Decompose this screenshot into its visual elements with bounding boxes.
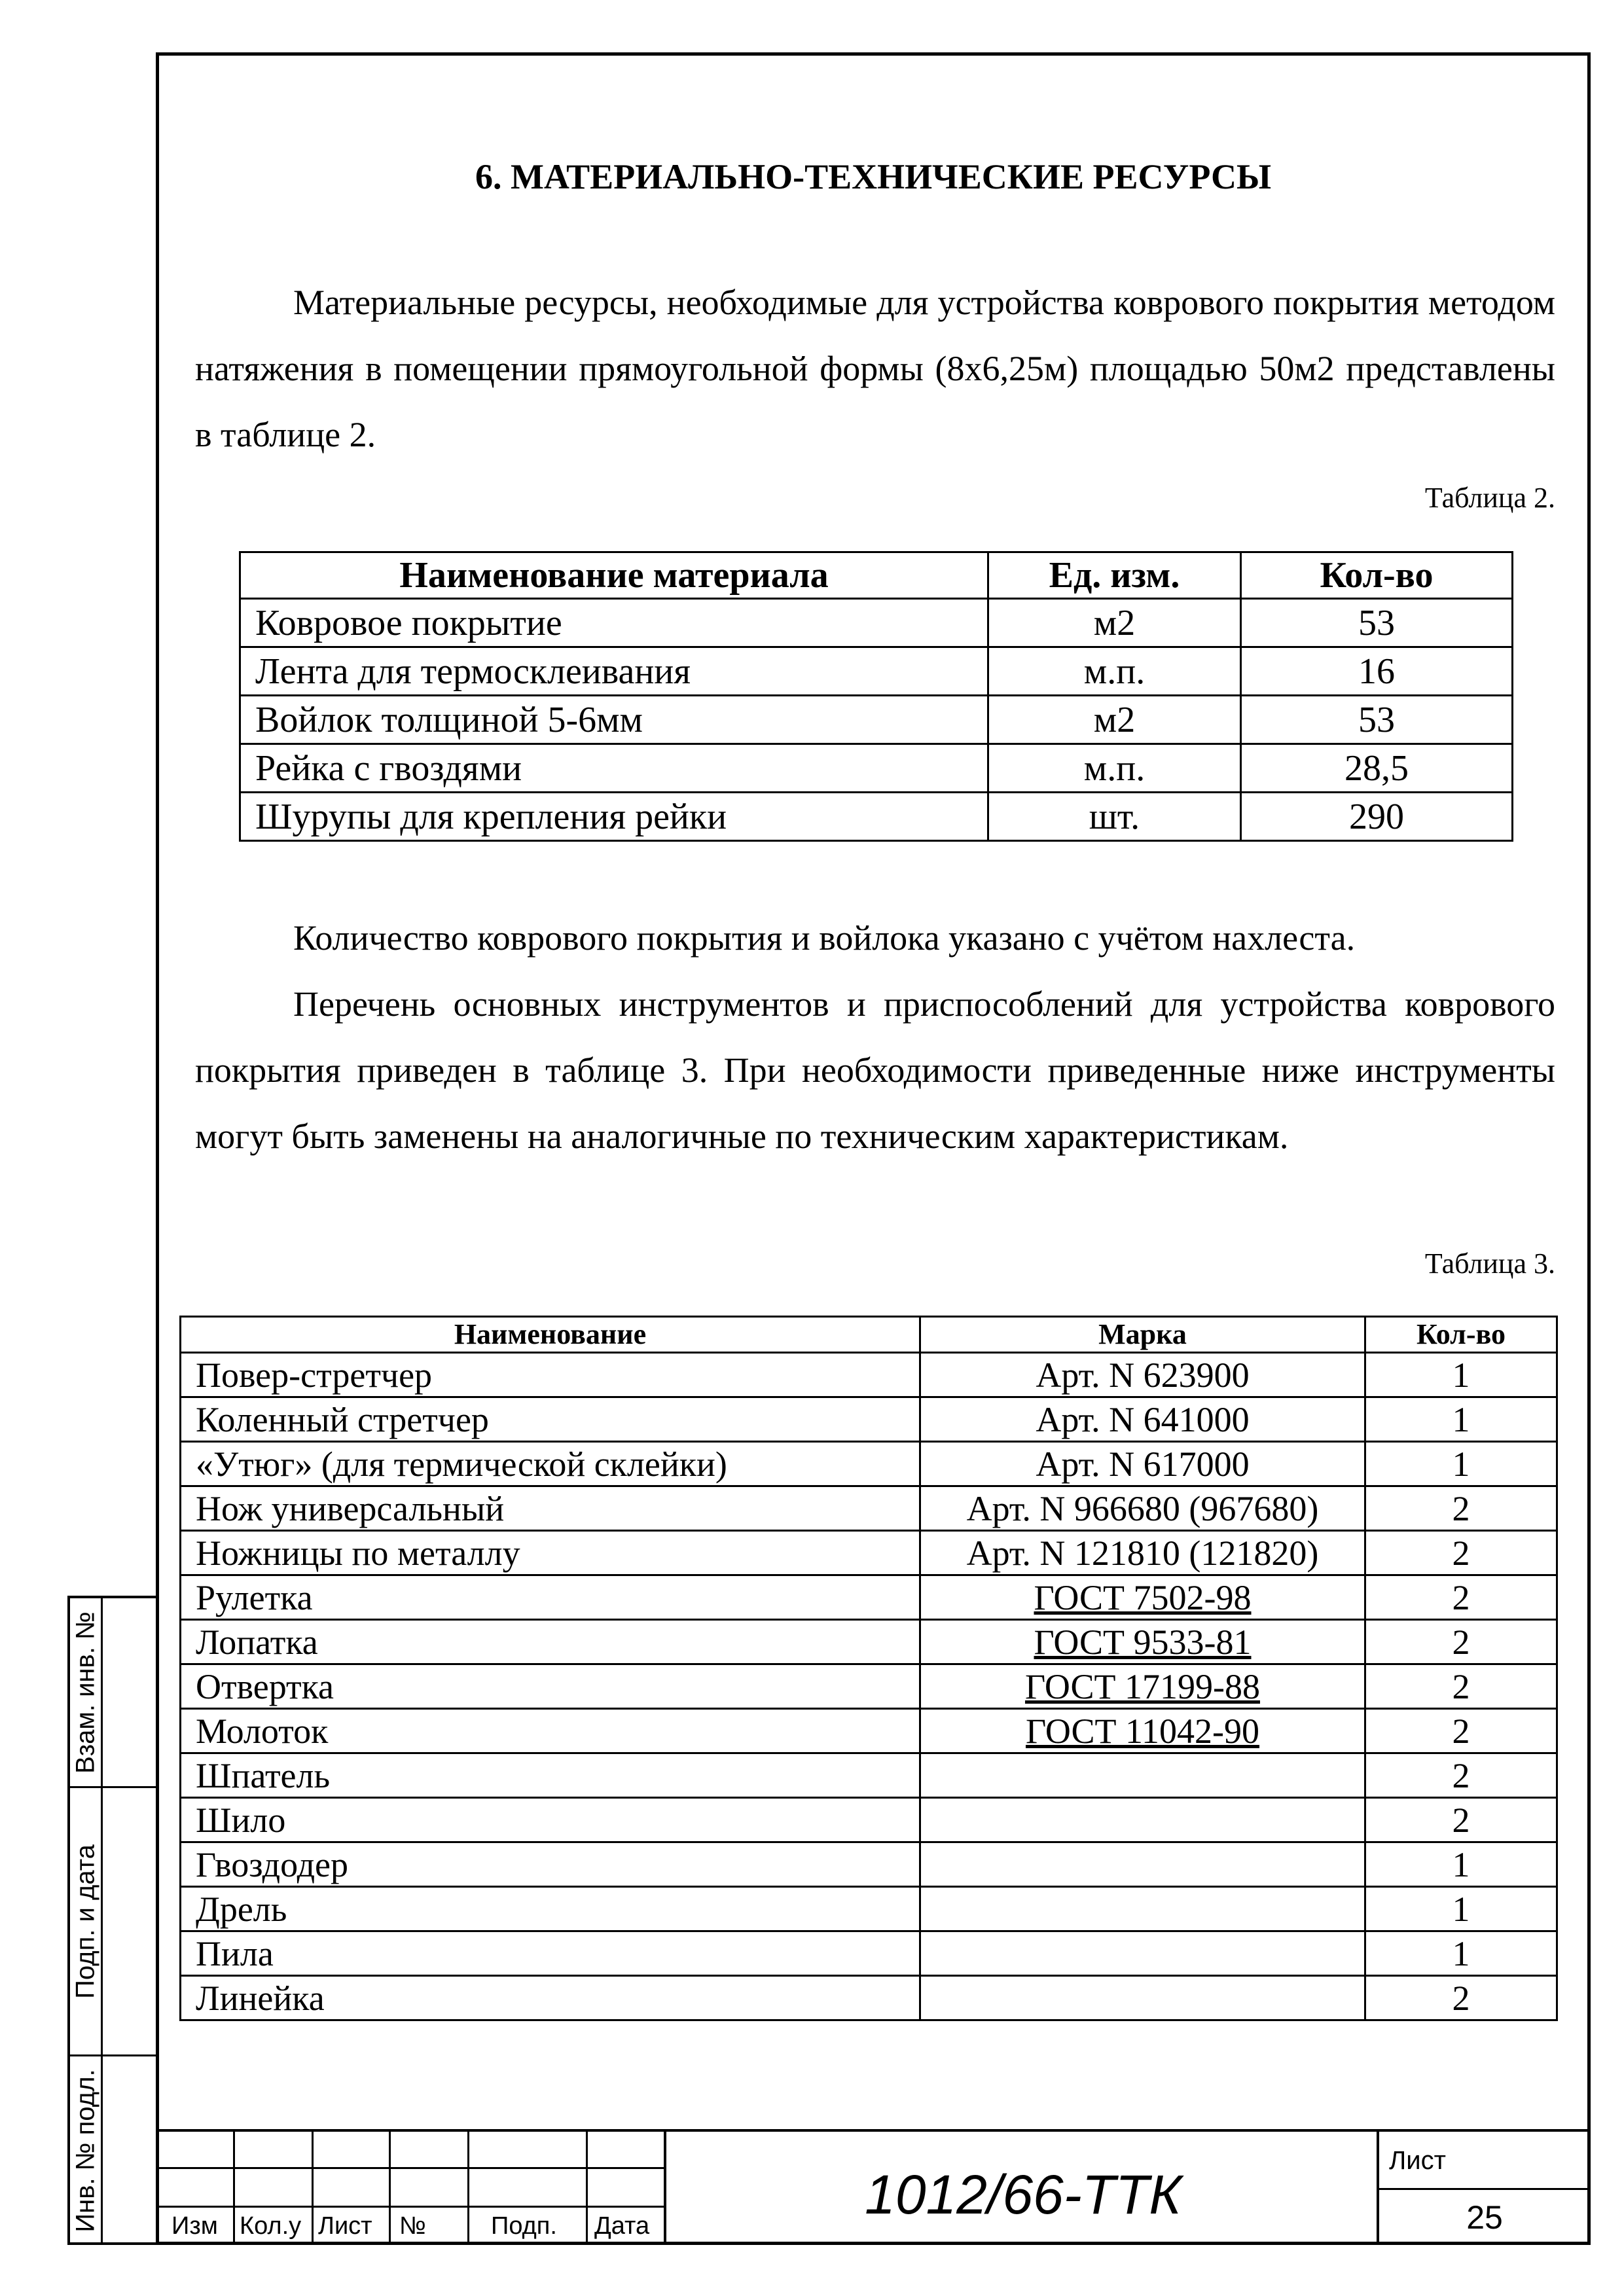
- cell-text: 2: [1452, 1755, 1470, 1795]
- table-cell: [240, 793, 988, 841]
- cell-text: Рулетка: [196, 1577, 313, 1617]
- table-cell: [1365, 1887, 1557, 1931]
- gost-link[interactable]: ГОСТ 11042-90: [1025, 1711, 1259, 1751]
- cell-text: 2: [1452, 1711, 1470, 1751]
- table-cell: [181, 1397, 920, 1442]
- side-label-zam-inv: Взам. инв. №: [71, 1611, 99, 1774]
- table-cell: [1365, 1842, 1557, 1887]
- cell-text: Дрель: [196, 1889, 287, 1929]
- table-row: [181, 1575, 1557, 1620]
- table3-caption: Таблица 3.: [1424, 1247, 1555, 1280]
- table-cell: [181, 1664, 920, 1709]
- tb-sheet-label: Лист: [1389, 2146, 1446, 2175]
- cell-text: Лента для термосклеивания: [255, 651, 691, 692]
- table-cell: [920, 1531, 1365, 1575]
- cell-text: Рейка с гвоздями: [255, 747, 522, 789]
- cell-text: 53: [1358, 602, 1395, 643]
- cell-text: Войлок толщиной 5-6мм: [255, 699, 643, 740]
- cell-text: Шурупы для крепления рейки: [255, 796, 727, 837]
- table-cell: [1365, 1709, 1557, 1753]
- cell-text: Арт. N 966680 (967680): [966, 1488, 1319, 1528]
- table-cell: [988, 647, 1241, 696]
- table-cell: [181, 1709, 920, 1753]
- intro-paragraph: [195, 270, 1555, 468]
- cell-text: 2: [1452, 1666, 1470, 1706]
- table-cell: [1365, 1664, 1557, 1709]
- table-cell: [240, 696, 988, 744]
- section-title: 6. МАТЕРИАЛЬНО-ТЕХНИЧЕСКИЕ РЕСУРСЫ: [475, 157, 1272, 196]
- table-row: [181, 1976, 1557, 2020]
- header-quantity: Кол-во: [1241, 552, 1513, 599]
- table-row: [181, 1353, 1557, 1397]
- table-cell: [920, 1620, 1365, 1664]
- cell-text: 2: [1452, 1577, 1470, 1617]
- side-cell-inv-podl: [70, 2056, 156, 2245]
- table-cell: [1365, 1575, 1557, 1620]
- cell-text: Коленный стретчер: [196, 1399, 489, 1439]
- cell-text: 290: [1349, 796, 1404, 837]
- table-cell: [988, 744, 1241, 793]
- side-stamp: [67, 1596, 156, 2245]
- table-row: [240, 793, 1513, 841]
- header-quantity: Кол-во: [1365, 1317, 1557, 1353]
- title-block: [156, 2129, 1591, 2245]
- table-cell: [181, 1842, 920, 1887]
- cell-text: м2: [1093, 699, 1136, 740]
- cell-text: шт.: [1089, 796, 1140, 837]
- table-cell: [920, 1709, 1365, 1753]
- side-cell-podp-data: [70, 1788, 156, 2056]
- header-material: Наименование материала: [240, 552, 988, 599]
- table-cell: [988, 793, 1241, 841]
- note-paragraph: [195, 905, 1555, 971]
- table-cell: [181, 1798, 920, 1842]
- cell-text: 1: [1452, 1355, 1470, 1395]
- table-row: [240, 744, 1513, 793]
- cell-text: Пила: [196, 1933, 274, 1973]
- cell-text: м.п.: [1083, 747, 1146, 789]
- cell-text: 2: [1452, 1622, 1470, 1662]
- cell-text: м2: [1093, 602, 1136, 643]
- table-header-row: [240, 552, 1513, 599]
- table-row: [181, 1486, 1557, 1531]
- table-cell: [1241, 599, 1513, 647]
- tools-paragraph: [195, 971, 1555, 1170]
- table2-caption: Таблица 2.: [1424, 482, 1555, 514]
- table-cell: [181, 1620, 920, 1664]
- tb-col-data: Дата: [594, 2212, 650, 2240]
- cell-text: Гвоздодер: [196, 1844, 349, 1884]
- intro-text: Материальные ресурсы, необходимые для устройства коврового покрытия методом натяжения в помещении прямоугольной формы (8х6,25м) площадью 50м2 представлены в таблице 2.: [195, 283, 1555, 454]
- table-row: [181, 1620, 1557, 1664]
- table-cell: [181, 1531, 920, 1575]
- cell-text: Линейка: [196, 1978, 325, 2018]
- tb-col-kolu: Кол.у: [240, 2212, 302, 2240]
- header-brand: Марка: [920, 1317, 1365, 1353]
- table-cell: [1365, 1620, 1557, 1664]
- table-cell: [1365, 1798, 1557, 1842]
- table-cell: [920, 1753, 1365, 1798]
- table-cell: [1365, 1753, 1557, 1798]
- cell-text: 28,5: [1344, 747, 1409, 789]
- cell-text: Арт. N 623900: [1036, 1355, 1250, 1395]
- table-cell: [240, 647, 988, 696]
- table-cell: [181, 1486, 920, 1531]
- cell-text: Шпатель: [196, 1755, 331, 1795]
- table-row: [181, 1753, 1557, 1798]
- table-cell: [1241, 793, 1513, 841]
- cell-text: 1: [1452, 1844, 1470, 1884]
- table-cell: [988, 599, 1241, 647]
- header-unit: Ед. изм.: [988, 552, 1241, 599]
- side-label-podp-data: Подп. и дата: [71, 1844, 99, 1999]
- table-cell: [920, 1664, 1365, 1709]
- table-row: [181, 1931, 1557, 1976]
- table-cell: [181, 1931, 920, 1976]
- materials-table: [239, 551, 1513, 842]
- table-cell: [920, 1442, 1365, 1486]
- cell-text: 16: [1358, 651, 1395, 692]
- gost-link[interactable]: ГОСТ 9533-81: [1034, 1622, 1252, 1662]
- table-cell: [920, 1353, 1365, 1397]
- table-row: [181, 1397, 1557, 1442]
- document-code: 1012/66-ТТК: [865, 2164, 1182, 2225]
- tb-sheet-number: 25: [1466, 2199, 1503, 2236]
- table-cell: [920, 1486, 1365, 1531]
- table-cell: [240, 744, 988, 793]
- table-row: [240, 696, 1513, 744]
- cell-text: Ковровое покрытие: [255, 602, 562, 643]
- table-cell: [1365, 1397, 1557, 1442]
- cell-text: Арт. N 641000: [1036, 1399, 1250, 1439]
- cell-text: 1: [1452, 1933, 1470, 1973]
- tools-text: Перечень основных инструментов и приспособлений для устройства коврового покрытия приведен в таблице 3. При необходимости приведенные ниже инструменты могут быть заменены на аналогичные по техническим характеристикам.: [195, 984, 1555, 1156]
- tb-col-num: №: [399, 2212, 426, 2240]
- cell-text: 1: [1452, 1399, 1470, 1439]
- table-header-row: [181, 1317, 1557, 1353]
- cell-text: Повер-стретчер: [196, 1355, 433, 1395]
- cell-text: «Утюг» (для термической склейки): [196, 1444, 727, 1484]
- cell-text: 1: [1452, 1889, 1470, 1929]
- table-cell: [1365, 1486, 1557, 1531]
- table-cell: [988, 696, 1241, 744]
- cell-text: Молоток: [196, 1711, 329, 1751]
- table-cell: [920, 1575, 1365, 1620]
- table-cell: [920, 1397, 1365, 1442]
- table-cell: [920, 1798, 1365, 1842]
- cell-text: 1: [1452, 1444, 1470, 1484]
- tb-col-izm: Изм: [171, 2212, 218, 2240]
- table-cell: [181, 1353, 920, 1397]
- table-cell: [181, 1753, 920, 1798]
- table-row: [240, 599, 1513, 647]
- cell-text: Шило: [196, 1800, 286, 1840]
- header-name: Наименование: [181, 1317, 920, 1353]
- table-row: [181, 1798, 1557, 1842]
- gost-link[interactable]: ГОСТ 7502-98: [1034, 1577, 1252, 1617]
- table-row: [181, 1442, 1557, 1486]
- cell-text: Арт. N 617000: [1036, 1444, 1250, 1484]
- gost-link[interactable]: ГОСТ 17199-88: [1024, 1666, 1260, 1706]
- table-cell: [1241, 696, 1513, 744]
- tb-col-podp: Подп.: [491, 2212, 557, 2240]
- cell-text: 53: [1358, 699, 1395, 740]
- cell-text: 2: [1452, 1533, 1470, 1573]
- table-cell: [920, 1976, 1365, 2020]
- table-cell: [920, 1931, 1365, 1976]
- table-cell: [1365, 1931, 1557, 1976]
- table-cell: [1365, 1353, 1557, 1397]
- table-cell: [181, 1887, 920, 1931]
- table-cell: [1241, 744, 1513, 793]
- cell-text: м.п.: [1083, 651, 1146, 692]
- table-cell: [181, 1575, 920, 1620]
- cell-text: 2: [1452, 1488, 1470, 1528]
- cell-text: Арт. N 121810 (121820): [966, 1533, 1319, 1573]
- table-cell: [1241, 647, 1513, 696]
- table-cell: [920, 1842, 1365, 1887]
- tools-table: [179, 1316, 1558, 2021]
- cell-text: 2: [1452, 1978, 1470, 2018]
- side-label-inv-podl: Инв. № подл.: [71, 2069, 99, 2233]
- table-row: [181, 1842, 1557, 1887]
- tb-col-list: Лист: [318, 2212, 372, 2240]
- cell-text: Ножницы по металлу: [196, 1533, 520, 1573]
- table-cell: [240, 599, 988, 647]
- note-text: Количество коврового покрытия и войлока указано с учётом нахлеста.: [293, 918, 1356, 958]
- table-cell: [1365, 1976, 1557, 2020]
- table-row: [181, 1664, 1557, 1709]
- table-cell: [920, 1887, 1365, 1931]
- table-cell: [181, 1442, 920, 1486]
- cell-text: Лопатка: [196, 1622, 318, 1662]
- table-row: [181, 1531, 1557, 1575]
- table-row: [181, 1709, 1557, 1753]
- cell-text: Отвертка: [196, 1666, 334, 1706]
- cell-text: 2: [1452, 1800, 1470, 1840]
- cell-text: Нож универсальный: [196, 1488, 505, 1528]
- table-row: [181, 1887, 1557, 1931]
- table-cell: [1365, 1531, 1557, 1575]
- table-row: [240, 647, 1513, 696]
- table-cell: [1365, 1442, 1557, 1486]
- table-cell: [181, 1976, 920, 2020]
- side-cell-zam-inv: [70, 1598, 156, 1788]
